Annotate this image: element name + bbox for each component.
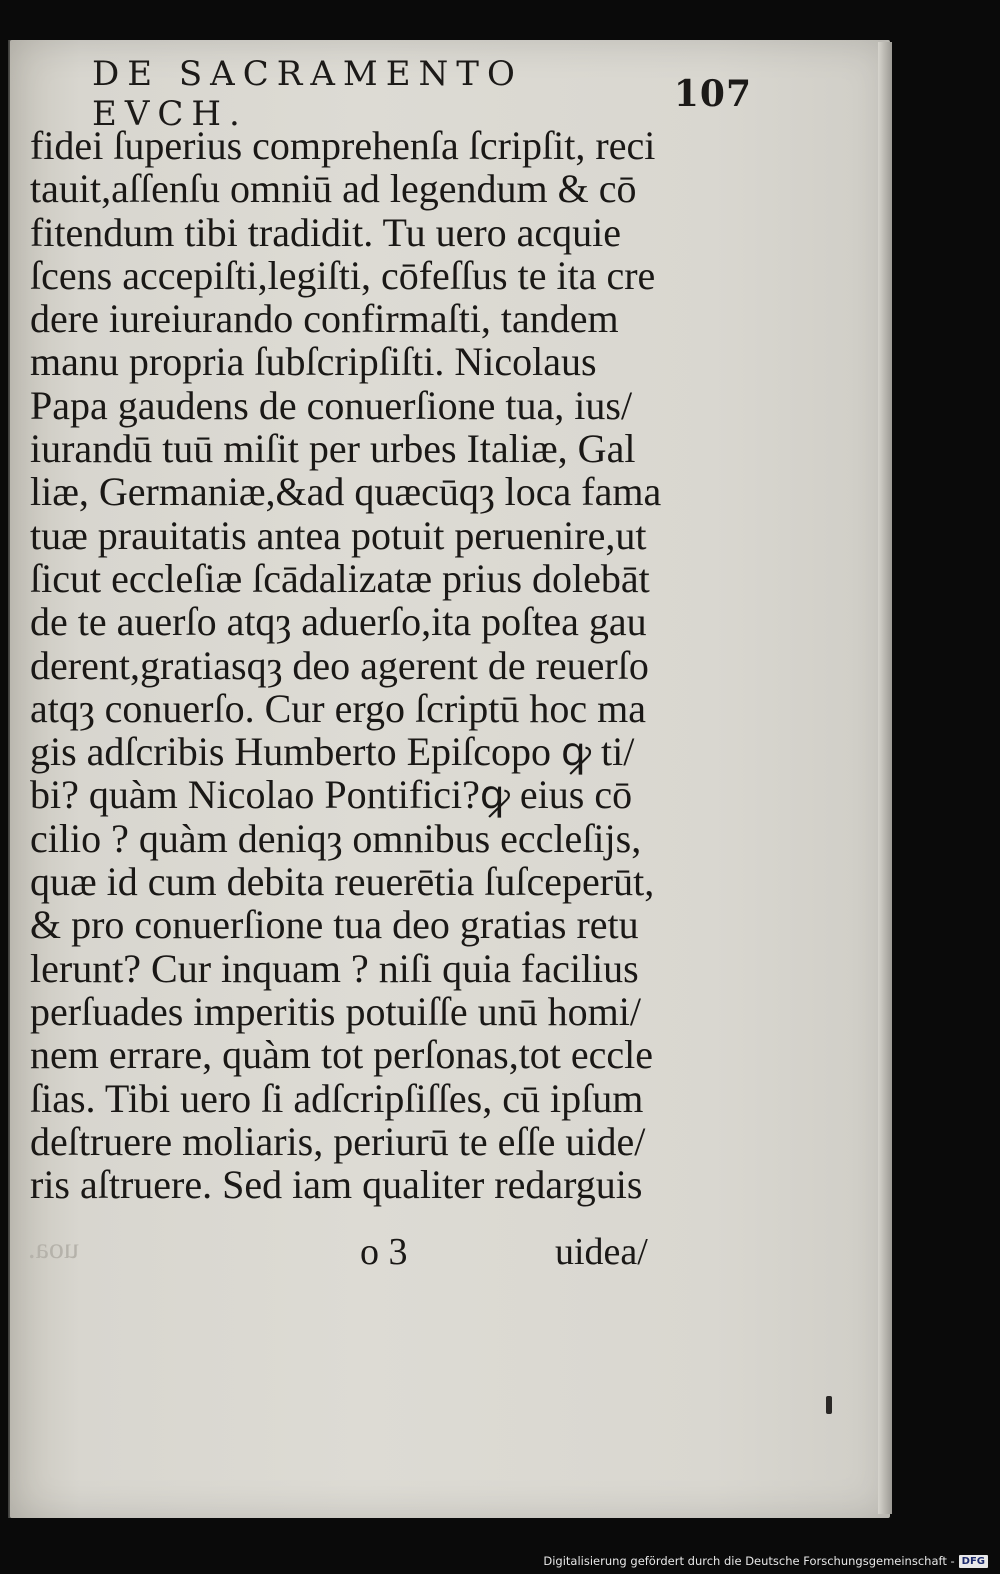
text-line: manu propria ſubſcripſiſti. Nicolaus [30, 339, 597, 385]
catchword: uidea/ [555, 1231, 648, 1273]
page-fore-edge [878, 42, 892, 1514]
text-line: ſcens accepiſti,legiſti, cōfeſſus te ita cre [30, 252, 656, 298]
text-line: fitendum tibi tradidit. Tu uero acquie [30, 209, 622, 255]
text-line: lerunt? Cur inquam ? niſi quia facilius [30, 945, 639, 991]
text-line: bi? quàm Nicolao Pontifici?ꝙ eius cō [30, 772, 633, 818]
text-line: ſicut eccleſiæ ſcādalizatæ prius dolebāt [30, 555, 650, 601]
text-line: perſuades imperitis potuiſſe unū homi/ [30, 988, 642, 1034]
text-line: gis adſcribis Humberto Epiſcopo ꝙ ti/ [30, 729, 635, 775]
credit-text: Digitalisierung gefördert durch die Deutsche Forschungsgemeinschaft - [543, 1554, 955, 1568]
page-number: 107 [673, 73, 752, 115]
text-line: derent,gratiasqȝ deo agerent de reuerſo [30, 642, 649, 688]
text-line: nem errare, quàm tot perſonas,tot eccle [30, 1032, 654, 1078]
text-line: dere iureiurando confirmaſti, tandem [30, 296, 619, 342]
text-line: tuæ prauitatis antea potuit peruenire,ut [30, 512, 647, 558]
text-line: fidei ſuperius comprehenſa ſcripſit, reci [30, 123, 656, 168]
text-line: liæ, Germaniæ,&ad quæcūqȝ loca fama [30, 469, 662, 515]
text-line: & pro conuerſione tua deo gratias retu [30, 902, 639, 948]
text-line: Papa gaudens de conuerſione tua, ius/ [30, 382, 633, 428]
text-line: ſias. Tibi uero ſi adſcripſiſſes, cū ipſum [30, 1075, 644, 1121]
body-text [30, 124, 720, 1206]
text-line: iurandū tuū miſit per urbes Italiæ, Gal [30, 426, 636, 472]
bleed-through-text: uoa. [28, 1232, 79, 1265]
text-line: deſtruere moliaris, periurū te eſſe uide/ [30, 1118, 646, 1164]
ink-speck [826, 1396, 832, 1414]
dfg-logo-icon: DFG [959, 1555, 988, 1568]
running-head [92, 54, 752, 134]
signature-mark: o 3 [360, 1231, 408, 1273]
text-line: ris aſtruere. Sed iam qualiter redarguis [30, 1162, 643, 1208]
page-footer [360, 1230, 690, 1274]
text-line: quæ id cum debita reuerētia ſuſceperūt, [30, 859, 655, 905]
text-line: tauit,aſſenſu omniū ad legendum & cō [30, 166, 637, 212]
text-line: cilio ? quàm deniqȝ omnibus eccleſijs, [30, 815, 642, 861]
running-title: DE SACRAMENTO EVCH. [92, 54, 523, 134]
digitization-credit [543, 1554, 988, 1568]
text-line: atqȝ conuerſo. Cur ergo ſcriptū hoc ma [30, 685, 646, 731]
text-line: de te auerſo atqȝ aduerſo,ita poſtea gau [30, 599, 647, 645]
